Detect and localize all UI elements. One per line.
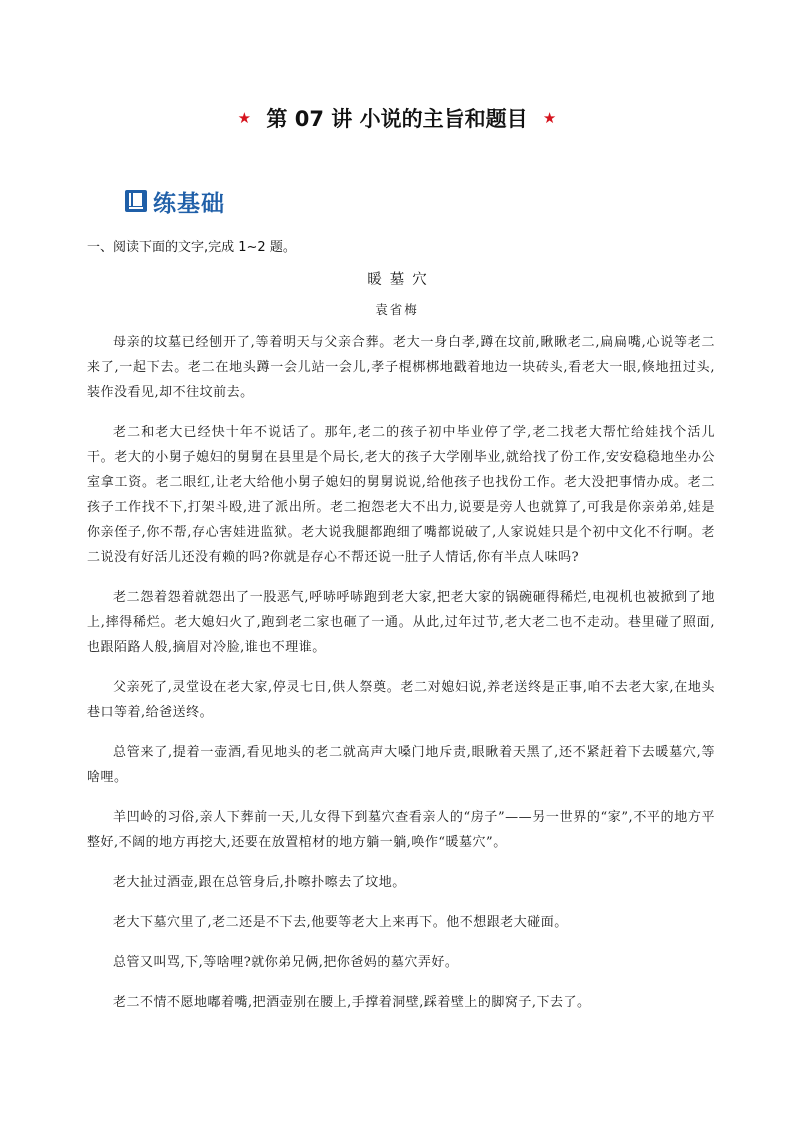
section-label: 练基础	[153, 190, 225, 217]
question-instruction: 一、阅读下面的文字,完成 1~2 题。	[87, 240, 296, 255]
book-icon	[124, 189, 148, 213]
page-title-text: 第 07 讲 小说的主旨和题目	[266, 107, 528, 131]
star-right-icon: ★	[542, 109, 557, 127]
section-header	[124, 186, 225, 216]
story-title: 暖墓穴	[367, 272, 435, 288]
paragraph: 羊凹岭的习俗,亲人下葬前一天,儿女得下到墓穴查看亲人的“房子”——另一世界的“家”,不平的地方平整好,不阔的地方再挖大,还要在放置棺材的地方躺一躺,唤作“暖墓穴”。	[87, 810, 715, 850]
star-left-icon: ★	[237, 109, 252, 127]
paragraph: 母亲的坟墓已经刨开了,等着明天与父亲合葬。老大一身白孝,蹲在坟前,瞅瞅老二,扁扁嘴,心说等老二来了,一起下去。老二在地头蹲一会儿站一会儿,孝子棍梆梆地戳着地边一块砖头,看老大一眼,倏地扭过头,装作没看见,却不往坟前去。	[87, 335, 715, 400]
story-author: 袁省梅	[375, 302, 419, 317]
paragraph: 老二怨着怨着就怨出了一股恶气,呼哧呼哧跑到老大家,把老大家的锅碗砸得稀烂,电视机也被掀到了地上,摔得稀烂。老大媳妇火了,跑到老二家也砸了一通。从此,过年过节,老大老二也不走动。巷里碰了照面,也跟陌路人般,摘眉对冷脸,谁也不理谁。	[87, 590, 715, 655]
paragraph: 老二不情不愿地嘟着嘴,把酒壶别在腰上,手撑着洞壁,踩着壁上的脚窝子,下去了。	[113, 995, 591, 1010]
paragraph: 老大下墓穴里了,老二还是不下去,他要等老大上来再下。他不想跟老大碰面。	[113, 915, 568, 930]
story-body	[87, 330, 715, 1030]
paragraph: 老二和老大已经快十年不说话了。那年,老二的孩子初中毕业停了学,老二找老大帮忙给娃找个活儿干。老大的小舅子媳妇的舅舅在县里是个局长,老大的孩子大学刚毕业,就给找了份工作,安安稳稳地坐办公室拿工资。老二眼红,让老大给他小舅子媳妇的舅舅说说,给他孩子也找份工作。老大没把事情办成。老二孩子工作找不下,打架斗殴,进了派出所。老二抱怨老大不出力,说要是旁人也就算了,可我是你亲弟弟,娃是你亲侄子,你不帮,存心害娃进监狱。老大说我腿都跑细了嘴都说破了,人家说娃只是个初中文化不行啊。老二说没有好活儿还没有赖的吗?你就是存心不帮还说一肚子人情话,你有半点人味吗?	[87, 425, 715, 565]
paragraph: 总管来了,提着一壶酒,看见地头的老二就高声大嗓门地斥责,眼瞅着天黑了,还不紧赶着下去暖墓穴,等啥哩。	[87, 745, 715, 785]
page-title	[0, 100, 794, 136]
paragraph: 总管又叫骂,下,等啥哩?就你弟兄俩,把你爸妈的墓穴弄好。	[113, 955, 459, 970]
paragraph: 老大扯过酒壶,跟在总管身后,扑嚓扑嚓去了坟地。	[113, 875, 406, 890]
paragraph: 父亲死了,灵堂设在老大家,停灵七日,供人祭奠。老二对媳妇说,养老送终是正事,咱不去老大家,在地头巷口等着,给爸送终。	[87, 680, 715, 720]
